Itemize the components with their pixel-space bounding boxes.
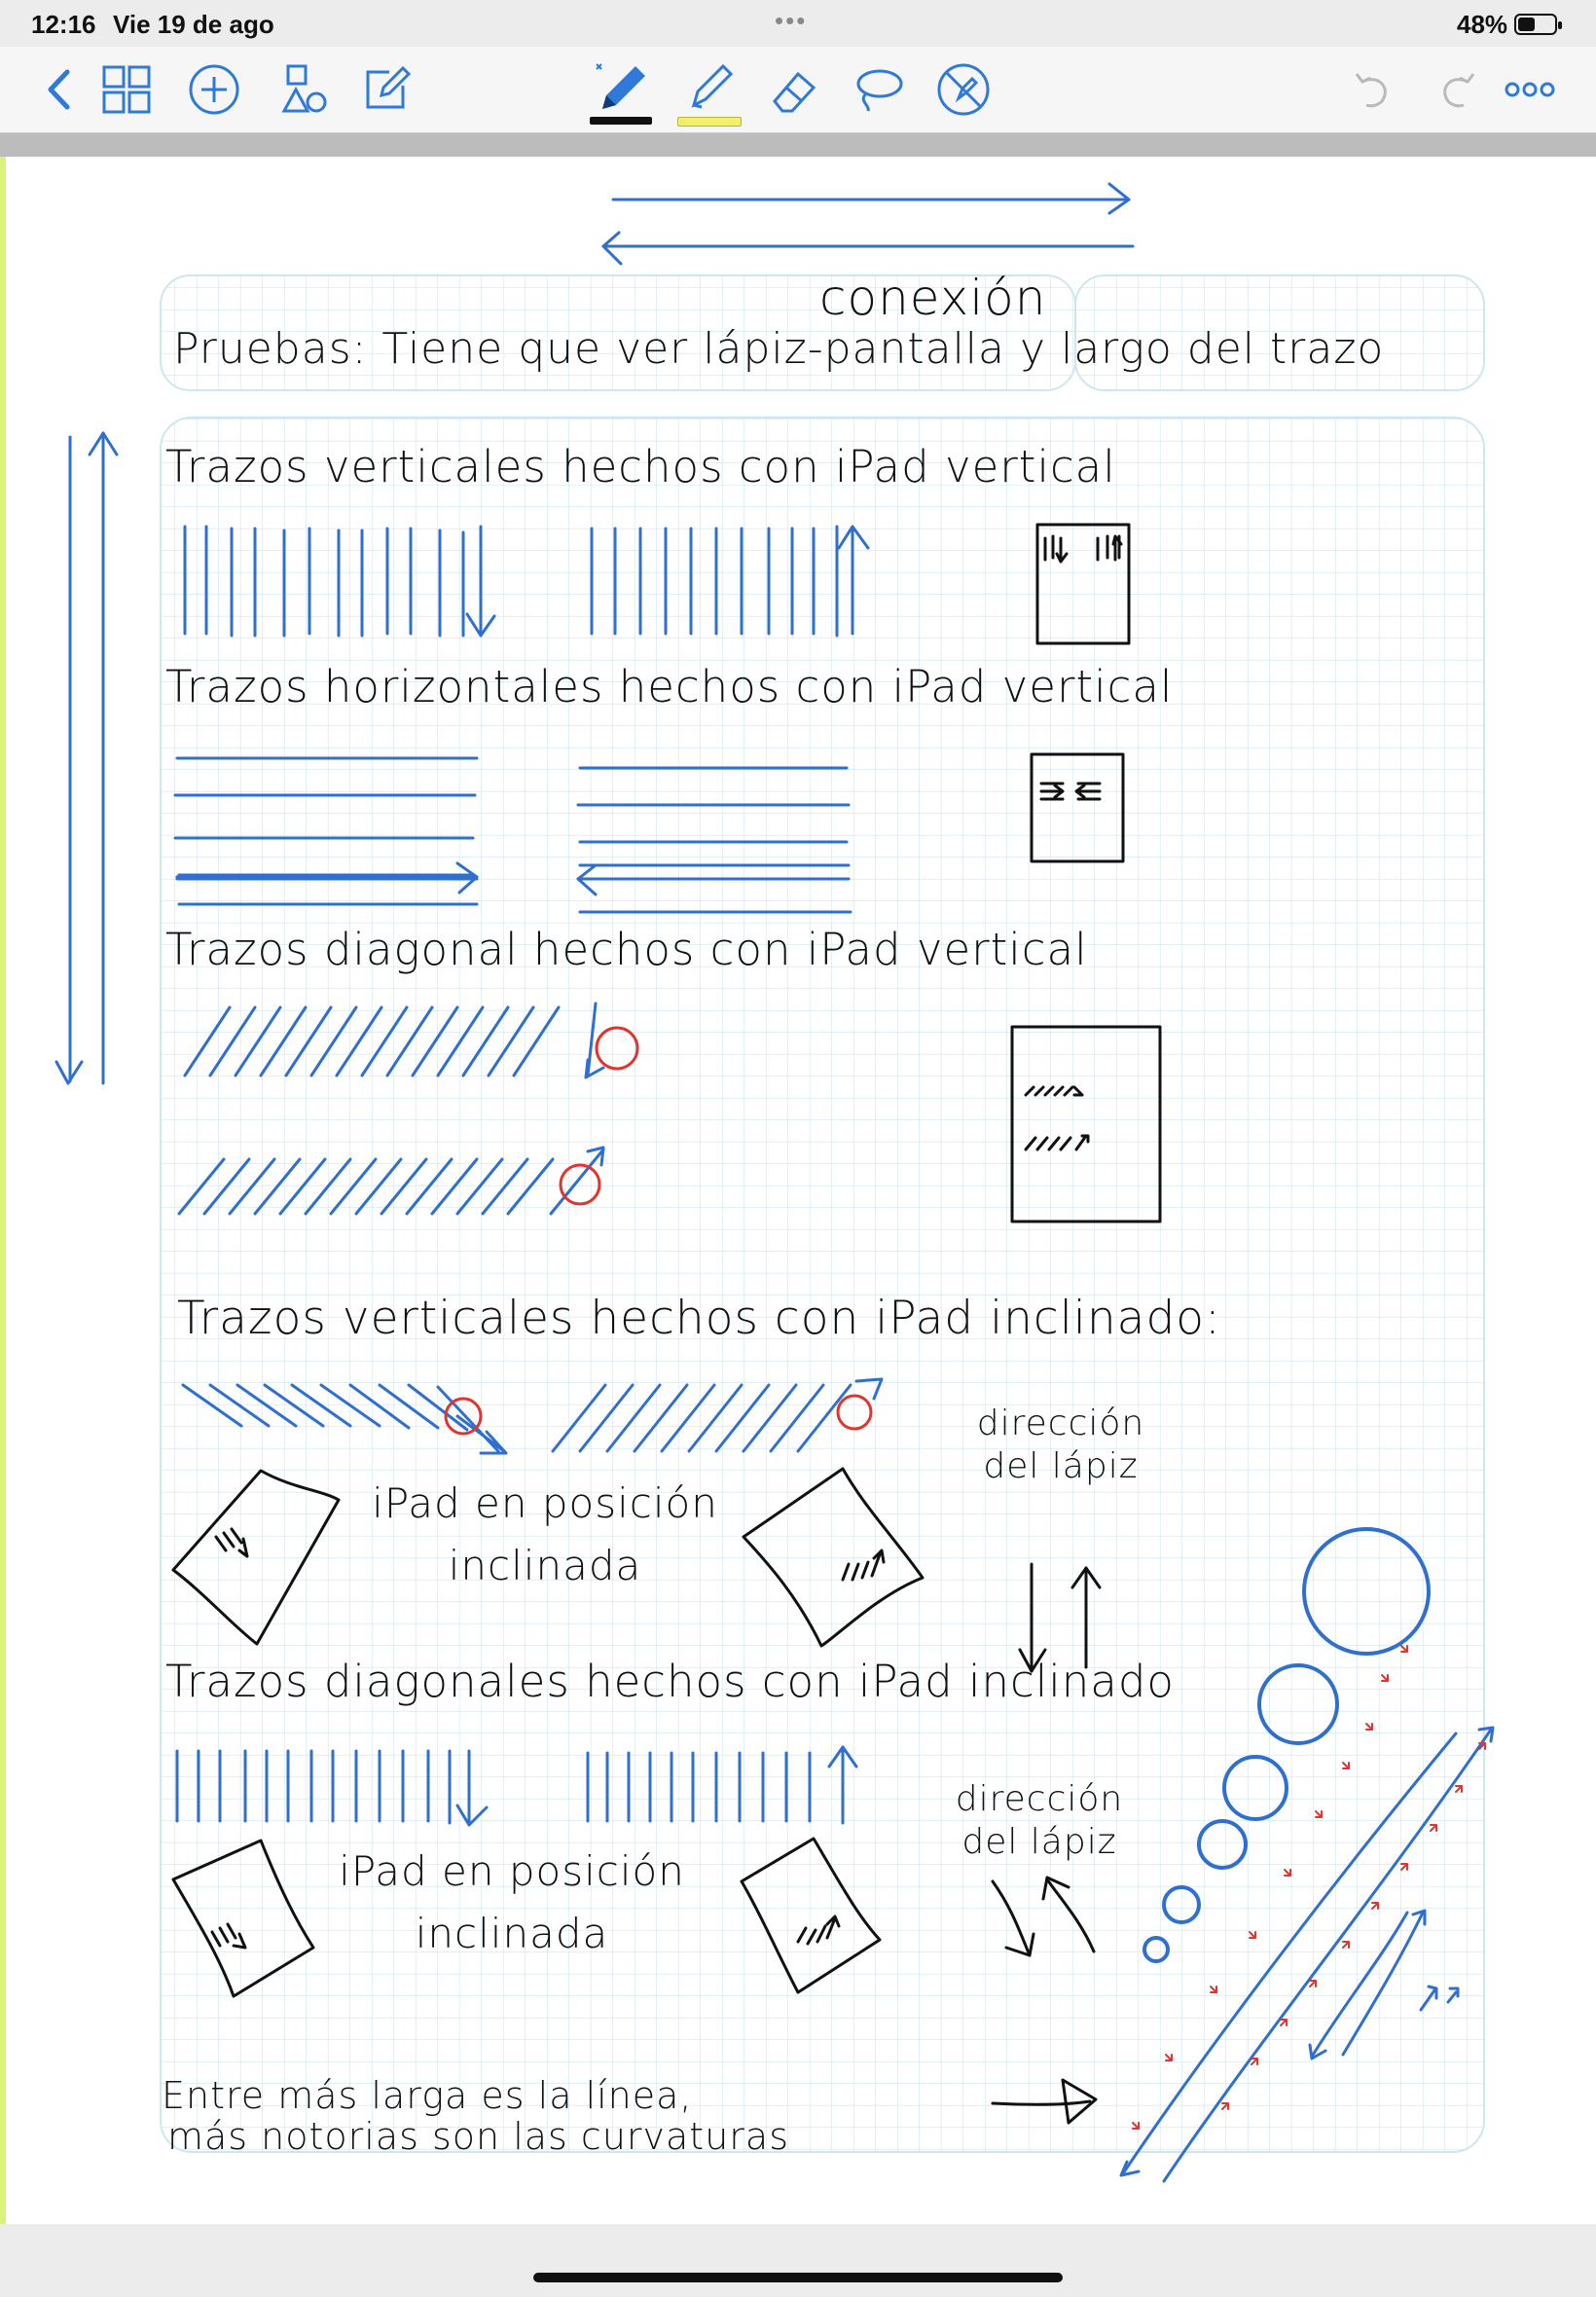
conclusion-line-2: más notorias son las curvaturas [167,2115,789,2158]
note-page[interactable] [0,157,1596,2224]
section-title-2: Trazos horizontales hechos con iPad vertical [165,661,1174,712]
section-title-1: Trazos verticales hechos con iPad vertical [165,441,1116,492]
section-title-3: Trazos diagonal hechos con iPad vertical [165,924,1088,975]
section-title-4: Trazos verticales hechos con iPad inclinado: [177,1292,1221,1345]
direction-label-2: dirección del lápiz [955,1779,1124,1862]
highlighter-icon[interactable] [675,55,744,117]
direction-label-1: dirección del lápiz [976,1404,1145,1486]
page-gap [0,133,1596,157]
battery-icon [1514,14,1557,35]
redo-icon[interactable] [1433,64,1483,115]
plus-circle-icon[interactable] [187,62,241,117]
toolbar [0,47,1596,133]
status-date: Vie 19 de ago [113,10,274,39]
status-bar [0,0,1596,47]
home-indicator[interactable] [533,2273,1063,2282]
undo-icon[interactable] [1347,64,1397,115]
pen-icon[interactable] [588,55,656,117]
ipad-inclined-label-1: iPad en posición inclinada [372,1479,718,1589]
back-chevron-icon[interactable] [39,60,78,119]
ipad-inclined-label-2: iPad en posición inclinada [339,1847,685,1957]
heading-top-word: conexión [819,270,1047,326]
left-long-arrows [56,433,117,1083]
pen-color-swatch[interactable] [590,117,652,125]
slash-circle-icon[interactable] [932,58,995,121]
battery-percent: 48% [1457,10,1508,39]
bottom-area [0,2224,1596,2297]
status-time: 12:16 [31,10,96,39]
highlighter-color-swatch[interactable] [677,117,742,127]
conclusion-line-1: Entre más larga es la línea, [162,2074,693,2117]
edit-icon[interactable] [358,62,413,117]
heading-main: Pruebas: Tiene que ver lápiz-pantalla y largo del trazo [173,324,1385,374]
connection-arrows [603,184,1133,264]
shapes-icon[interactable] [272,62,327,117]
section-title-5: Trazos diagonales hechos con iPad inclinado [165,1656,1175,1707]
more-icon[interactable] [1503,66,1557,113]
grid-icon[interactable] [101,64,152,115]
lasso-icon[interactable] [847,58,909,121]
multitasking-dots-icon[interactable]: ••• [775,6,808,35]
eraser-icon[interactable] [763,58,825,121]
